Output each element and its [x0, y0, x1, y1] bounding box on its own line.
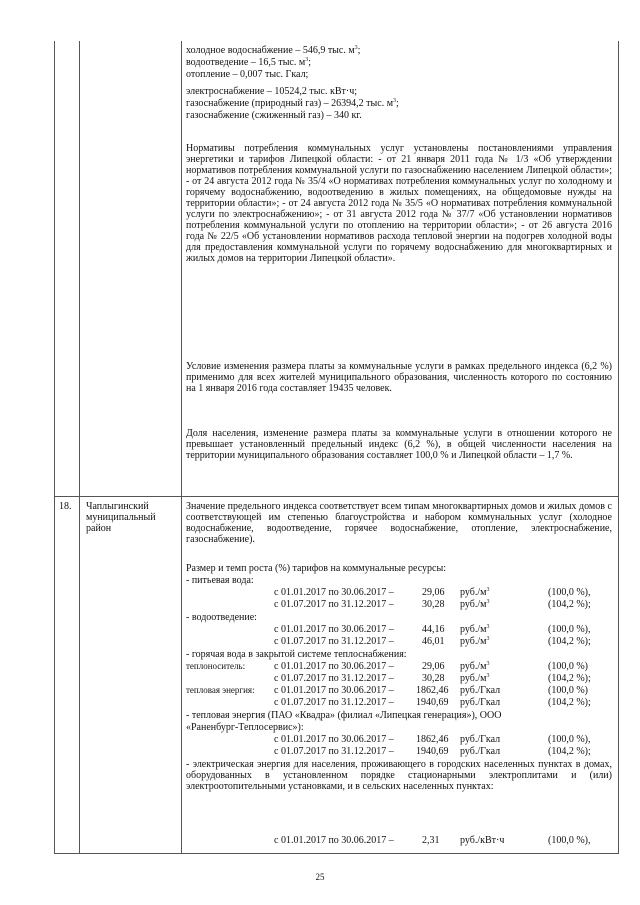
- norms-paragraph: Нормативы потребления коммунальных услуг установлены постановлениями управления энергетики и тарифов Липецкой области: - от 21 января 2011 года № 1/3 «Об утверждении нормативов потребления коммунальной услуги по газоснабжению населением Липецкой области»; - от 24 августа 2012 года № 35/4 «О нормативах потребления коммунальных услуг по холодному и горячему водоснабжению, водоотведению в жилых помещениях, на общедомовые нужды на территории области»; - от 24 августа 2012 года № 35/5 «О нормативах потребления коммунальной услуги по электроснабжению»; - от 31 августа 2012 года № 37/7 «Об установлении нормативов потребления коммунальной услуги по отоплению на территории области»; - от 26 августа 2016 года № 22/5 «Об установлении нормативов расхода тепловой энергии на подогрев холодной воды для предоставления коммунальной услуги по горячему водоснабжению для многоквартирных и жилых домов на территории Липецкой области».: [186, 143, 612, 264]
- heat-energy-label-1: - тепловая энергия (ПАО «Квадра» (филиал «Липецкая генерация»), ООО: [186, 710, 502, 721]
- tariffs-heading: Размер и темп роста (%) тарифов на коммунальные ресурсы:: [186, 563, 446, 574]
- table: холодное водоснабжение – 546,9 тыс. $м^3$; водоотведение – 16,5 тыс. $м^3$; отопление – 0,007 тыс. Гкал; электроснабжение – 10524,2 тыс. кВт·ч; газоснабжение (природный газ) – 26394,2 тыс. $м^3$; газоснабжение (сжиженный газ) – 340 кг. Нормативы потребления коммунальных услуг установлены постановлениями управления энергетики и тарифов Липецкой области: - от 21 января 2011 года № 1/3 «Об утверждении нормативов потребления коммунальной услуги по газоснабжению населением Липецкой области»; - от 24 августа 2012 года № 35/4 «О нормативах потребления коммунальных услуг по холодному и горячему водоснабжению, водоотведению в жилых помещениях, на общедомовые нужды на территории области»; - от 24 августа 2012 года № 35/5 «О нормативах потребления коммунальной услуги по электроснабжению»; - от 31 августа 2012 года № 37/7 «Об установлении нормативов потребления коммунальной услуги по отоплению на территории области»; - от 26 августа 2016 года № 22/5 «Об установлении нормативов расхода тепловой энергии на подогрев холодной воды для предоставления коммунальной услуги по горячему водоснабжению для многоквартирных и жилых домов на территории Липецкой области». Условие изменения размера платы за коммунальные услуги в рамках предельного индекса (6,2 %) применимо для всех жителей муниципального образования, численность которого по состоянию на 1 января 2016 года составляет 19435 человек. Доля населения, изменение размера платы за коммунальные услуги в отношении которого не превышает установленный предельный индекс (6,2 %), в общей численности населения на территории муниципального образования составляет 100,0 % и Липецкой области – 1,7 %. 18. Чаплыгинский муниципальный район Значение предельного индекса соответствует всем типам многоквартирных домов и жилых домов с соответствующей им степенью благоустройства и набором коммунальных услуг (холодное водоснабжение, водоотведение, горячее водоснабжение, отопление, электроснабжение, газоснабжение). Размер и темп роста (%) тарифов на коммунальные ресурсы: - питьевая вода: с 01.01.2017 по 30.06.2017 – 29,06 $руб./м^3$ (100,0 %), с 01.07.2017 по 31.12.2017 – 30,28 $руб./м^3$ (104,2 %); - водоотведение: с 01.01.2017 по 30.06.2017 – 44,16 $руб./м^3$ (100,0 %), с 01.07.2017 по 31.12.2017 – 46,01 $руб./м^3$ (104,2 %); - горячая вода в закрытой системе теплоснабжения: теплоноситель: с 01.01.2017 по 30.06.2017 – 29,06 $руб./м^3$ (100,0 %) с 01.07.2017 по 31.12.2017 – 30,28 $руб./м^3$ (104,2 %); тепловая энергия: с 01.01.2017 по 30.06.2017 – 1862,46 руб./Гкал (100,0 %) с 01.07.2017 по 31.12.2017 – 1940,69 руб./Гкал (104,2 %); - тепловая энергия (ПАО «Квадра» (филиал «Липецкая генерация»), ООО «Раненбург-Теплосервис»): с 01.01.2017 по 30.06.2017 – 1862,46 руб./Гкал (100,0 %), с 01.07.2017 по 31.12.2017 – 1940,69 руб./Гкал (104,2 %); - электрическая энергия для населения, проживающего в городских населенных пунктах в домах, оборудованных в установленном порядке стационарными электроплитами и (или) электроотопительными установками, и в сельских населенных пунктах: с 01.01.2017 по 30.06.2017 – 2,31 руб./кВт·ч (100,0 %),: [54, 41, 619, 854]
- heat-energy-label-2: «Раненбург-Теплосервис»):: [186, 722, 304, 733]
- drinking-water-label: - питьевая вода:: [186, 575, 254, 586]
- consumption-line: холодное водоснабжение – 546,9 тыс. $м^3$;: [186, 45, 361, 56]
- heat-carrier-label: теплоноситель:: [186, 661, 246, 671]
- column-divider-2: [181, 41, 182, 854]
- consumption-line: газоснабжение (природный газ) – 26394,2 тыс. $м^3$;: [186, 98, 399, 109]
- condition-paragraph: Условие изменения размера платы за коммунальные услуги в рамках предельного индекса (6,2 %) применимо для всех жителей муниципального образования, численность которого по состоянию на 1 января 2016 года составляет 19435 человек.: [186, 361, 612, 394]
- district-name: Чаплыгинский муниципальный район: [86, 501, 156, 534]
- consumption-line: водоотведение – 16,5 тыс. $м^3$;: [186, 57, 311, 68]
- index-intro: Значение предельного индекса соответствует всем типам многоквартирных домов и жилых домов с соответствующей им степенью благоустройства и набором коммунальных услуг (холодное водоснабжение, водоотведение, горячее водоснабжение, отопление, электроснабжение, газоснабжение).: [186, 501, 612, 545]
- drain-label: - водоотведение:: [186, 612, 257, 623]
- table-bottom-border: [55, 853, 618, 854]
- column-divider-1: [79, 41, 80, 854]
- consumption-line: электроснабжение – 10524,2 тыс. кВт·ч;: [186, 86, 357, 97]
- electricity-label: - электрическая энергия для населения, проживающего в городских населенных пунктах в домах, оборудованных в установленном порядке стационарными электроплитами и (или) электроотопительными установками, и в сельских населенных пунктах:: [186, 759, 612, 792]
- row-number: 18.: [59, 501, 72, 512]
- consumption-line: газоснабжение (сжиженный газ) – 340 кг.: [186, 110, 362, 121]
- consumption-line: отопление – 0,007 тыс. Гкал;: [186, 69, 309, 80]
- share-paragraph: Доля населения, изменение размера платы за коммунальные услуги в отношении которого не превышает установленный предельный индекс (6,2 %), в общей численности населения на территории муниципального образования составляет 100,0 % и Липецкой области – 1,7 %.: [186, 428, 612, 461]
- row-divider: [55, 496, 618, 497]
- hot-water-label: - горячая вода в закрытой системе теплоснабжения:: [186, 649, 407, 660]
- heat-energy-small-label: тепловая энергия:: [186, 685, 255, 695]
- page-number: 25: [315, 872, 325, 882]
